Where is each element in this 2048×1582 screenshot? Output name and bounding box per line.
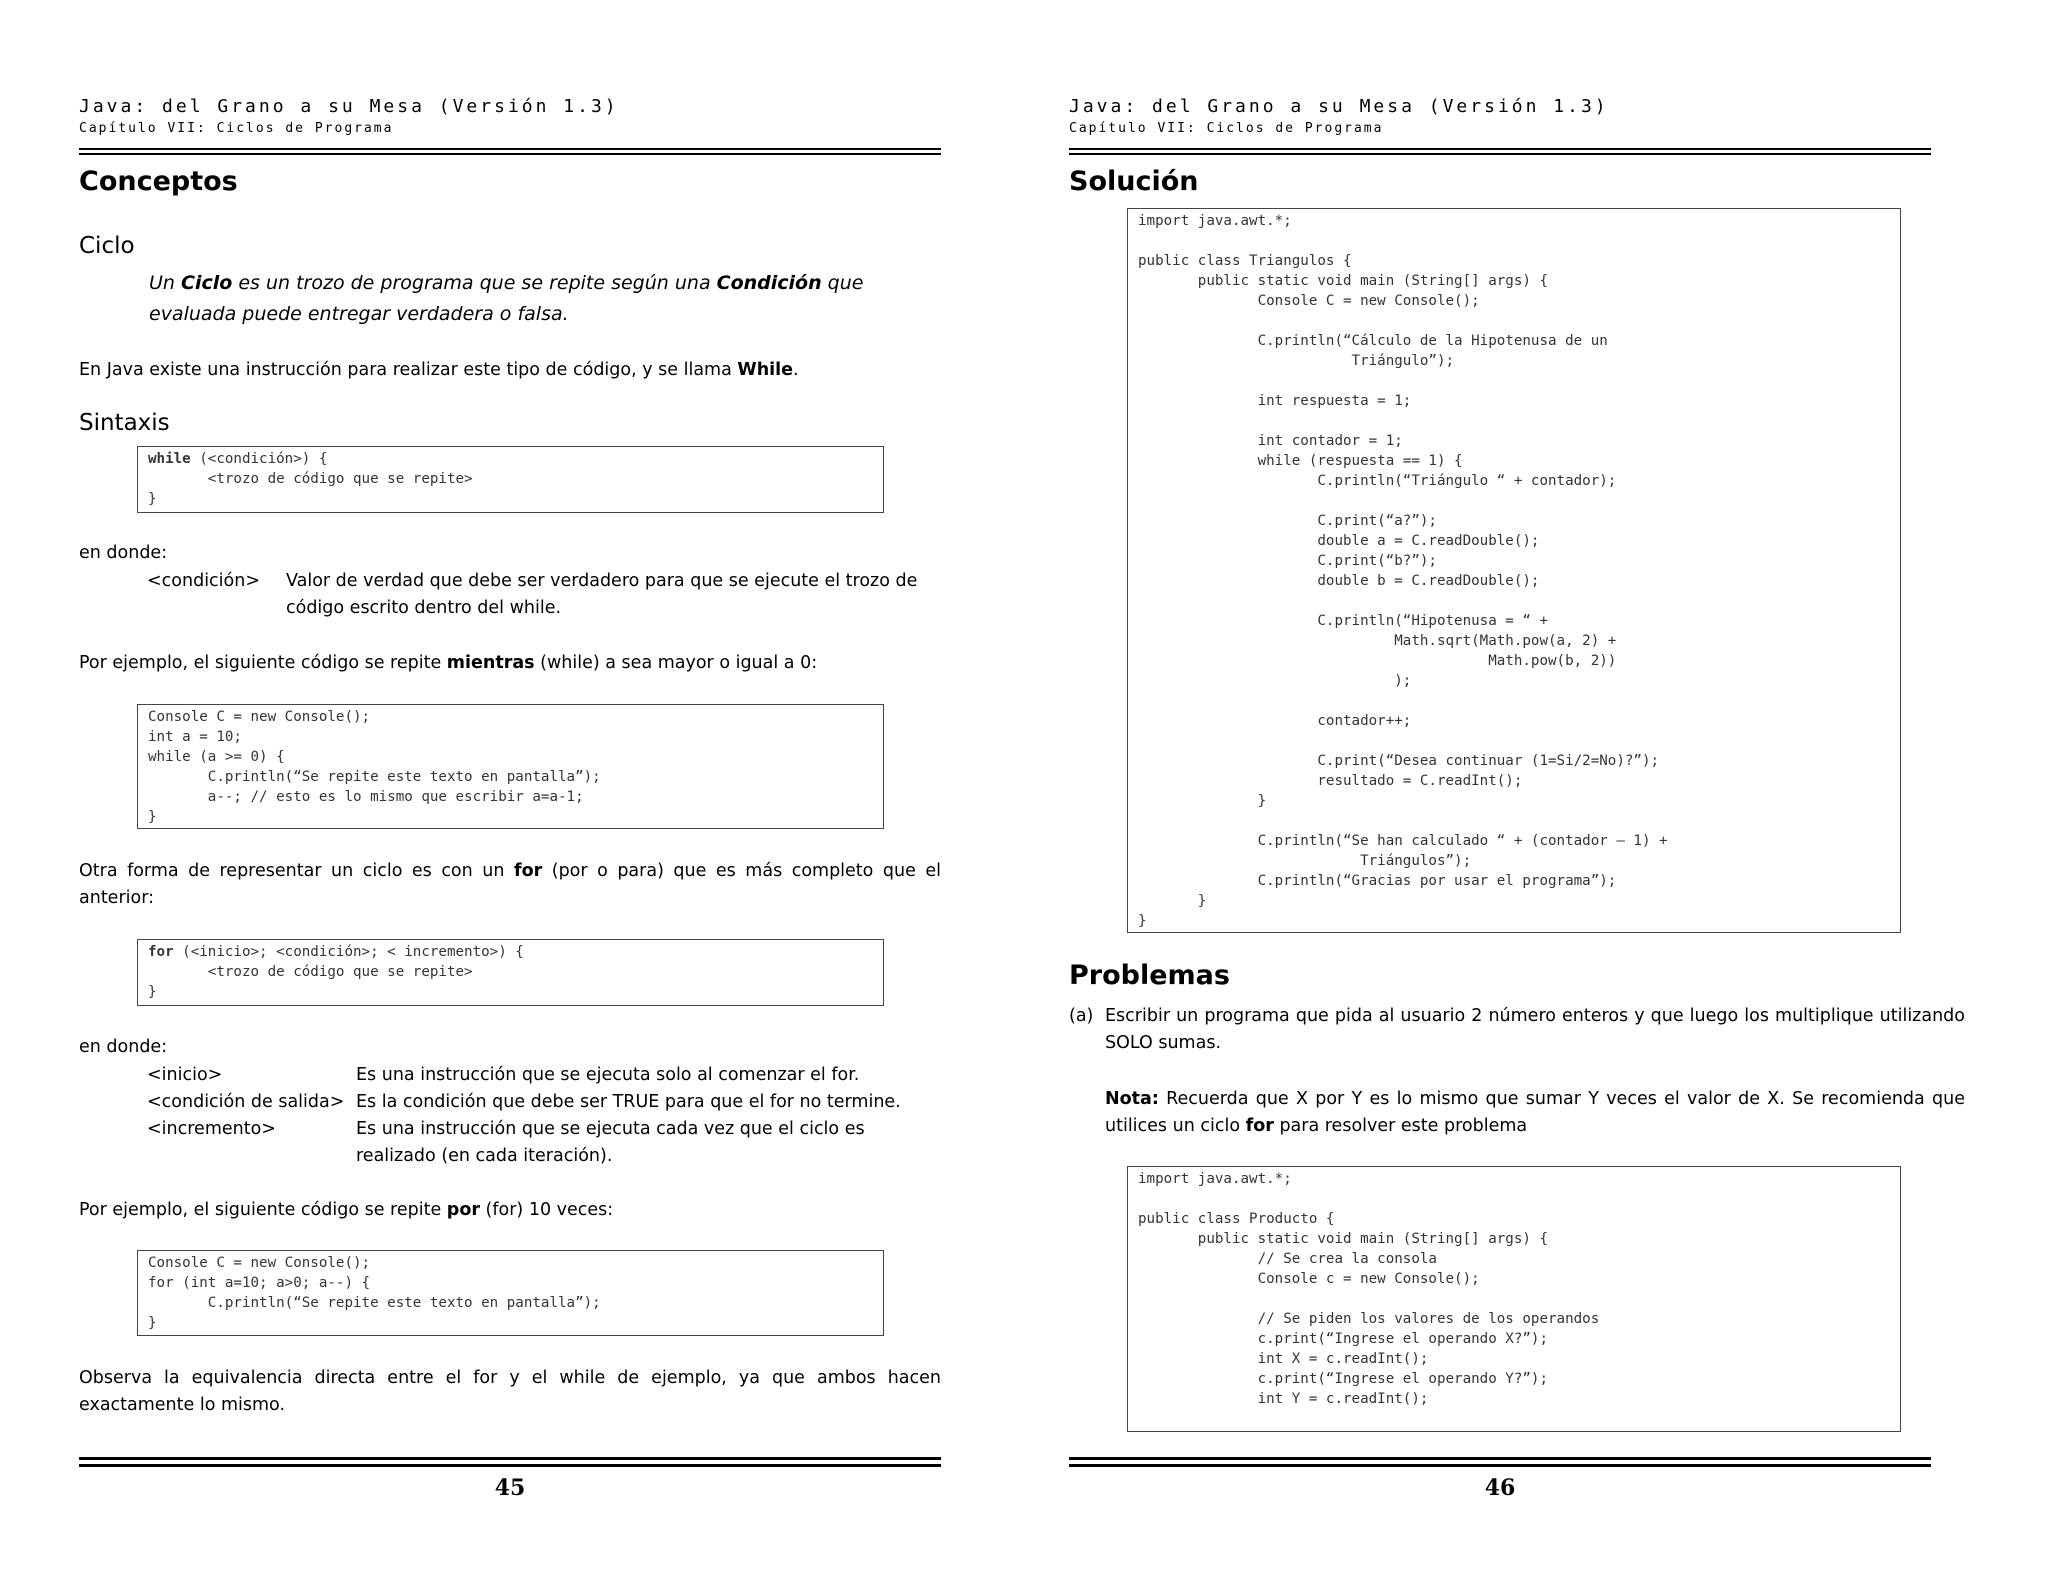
page-number: 46: [1484, 1475, 1516, 1501]
for-example-code: Console C = new Console(); for (int a=10; a>0; a--) { C.println(“Se repite este texto en pantalla”); }: [137, 1250, 884, 1336]
running-title: Java: del Grano a su Mesa (Versión 1.3): [79, 96, 619, 117]
observa-paragraph: Observa la equivalencia directa entre el for y el while de ejemplo, ya que ambos hacen exactamente lo mismo.: [79, 1368, 941, 1415]
for-def-condicion: Es la condición que debe ser TRUE para que el for no termine.: [356, 1092, 901, 1112]
for-def-incremento: Es una instrucción que se ejecuta cada vez que el ciclo es realizado (en cada iteración).: [356, 1119, 865, 1166]
problem-a-text: Escribir un programa que pida al usuario 2 número enteros y que luego los multiplique utilizando SOLO sumas.: [1105, 1006, 1965, 1053]
header-rule: [1069, 148, 1931, 150]
while-syntax-box: while (<condición>) { <trozo de código que se repite> }: [137, 446, 884, 513]
for-intro-paragraph: Otra forma de representar un ciclo es con un for (por o para) que es más completo que el anterior:: [79, 861, 941, 908]
running-title: Java: del Grano a su Mesa (Versión 1.3): [1069, 96, 1609, 117]
section-heading-solucion: Solución: [1069, 166, 1199, 197]
en-donde-label: en donde:: [79, 1037, 168, 1057]
running-subtitle: Capítulo VII: Ciclos de Programa: [79, 121, 394, 136]
en-donde-label: en donde:: [79, 543, 168, 563]
subheading-sintaxis: Sintaxis: [79, 410, 170, 436]
ciclo-definition: Un Ciclo es un trozo de programa que se repite según una Condición que evaluada puede entregar verdadera o falsa.: [149, 272, 864, 325]
example-while-paragraph: Por ejemplo, el siguiente código se repite mientras (while) a sea mayor o igual a 0:: [79, 653, 818, 673]
for-term-condicion: <condición de salida>: [147, 1092, 345, 1112]
condicion-definition: Valor de verdad que debe ser verdadero para que se ejecute el trozo de código escrito dentro del while.: [286, 571, 918, 618]
header-rule: [79, 148, 941, 150]
section-heading-conceptos: Conceptos: [79, 166, 238, 197]
header-rule-second: [79, 153, 941, 155]
for-syntax-box: for (<inicio>; <condición>; < incremento>) { <trozo de código que se repite> }: [137, 939, 884, 1006]
problem-a-label: (a): [1069, 1006, 1094, 1026]
section-heading-problemas: Problemas: [1069, 960, 1230, 991]
right-page: [1024, 0, 2048, 1582]
header-rule-second: [1069, 153, 1931, 155]
example-for-paragraph: Por ejemplo, el siguiente código se repite por (for) 10 veces:: [79, 1200, 614, 1220]
footer-rule: [79, 1457, 941, 1460]
for-def-inicio: Es una instrucción que se ejecuta solo al comenzar el for.: [356, 1065, 860, 1085]
while-example-code: Console C = new Console(); int a = 10; while (a >= 0) { C.println(“Se repite este texto en pantalla”); a--; // esto es lo mismo que escribir a=a-1; }: [137, 704, 884, 829]
footer-rule-second: [1069, 1464, 1931, 1467]
java-while-paragraph: En Java existe una instrucción para realizar este tipo de código, y se llama While.: [79, 360, 799, 380]
producto-code: import java.awt.*; public class Producto { public static void main (String[] args) { // Se crea la consola Console c = new Console(); // Se piden los valores de los operandos c.print(“Ingrese el operando X?”); int X = c.readInt(); c.print(“Ingrese el operando Y?”); int Y = c.readInt();: [1127, 1166, 1901, 1432]
triangulos-solution-code: import java.awt.*; public class Triangulos { public static void main (String[] args) { Console C = new Console(); C.println(“Cálculo de la Hipotenusa de un Triángulo”); int respuesta = 1; int contador = 1; while (respuesta == 1) { C.println(“Triángulo “ + contador); C.print(“a?”); double a = C.readDouble(); C.print(“b?”); double b = C.readDouble(); C.println(“Hipotenusa = “ + Math.sqrt(Math.pow(a, 2) + Math.pow(b, 2)) ); contador++; C.print(“Desea continuar (1=Si/2=No)?”); resultado = C.readInt(); } C.println(“Se han calculado “ + (contador – 1) + Triángulos”); C.println(“Gracias por usar el programa”); } }: [1127, 208, 1901, 933]
nota-paragraph: Nota: Recuerda que X por Y es lo mismo que sumar Y veces el valor de X. Se recomienda que utilices un ciclo for para resolver este problema: [1105, 1089, 1965, 1136]
condicion-term: <condición>: [147, 571, 260, 591]
running-subtitle: Capítulo VII: Ciclos de Programa: [1069, 121, 1384, 136]
footer-rule: [1069, 1457, 1931, 1460]
for-term-incremento: <incremento>: [147, 1119, 276, 1139]
subheading-ciclo: Ciclo: [79, 233, 135, 259]
for-term-inicio: <inicio>: [147, 1065, 223, 1085]
page-number: 45: [494, 1475, 526, 1501]
footer-rule-second: [79, 1464, 941, 1467]
